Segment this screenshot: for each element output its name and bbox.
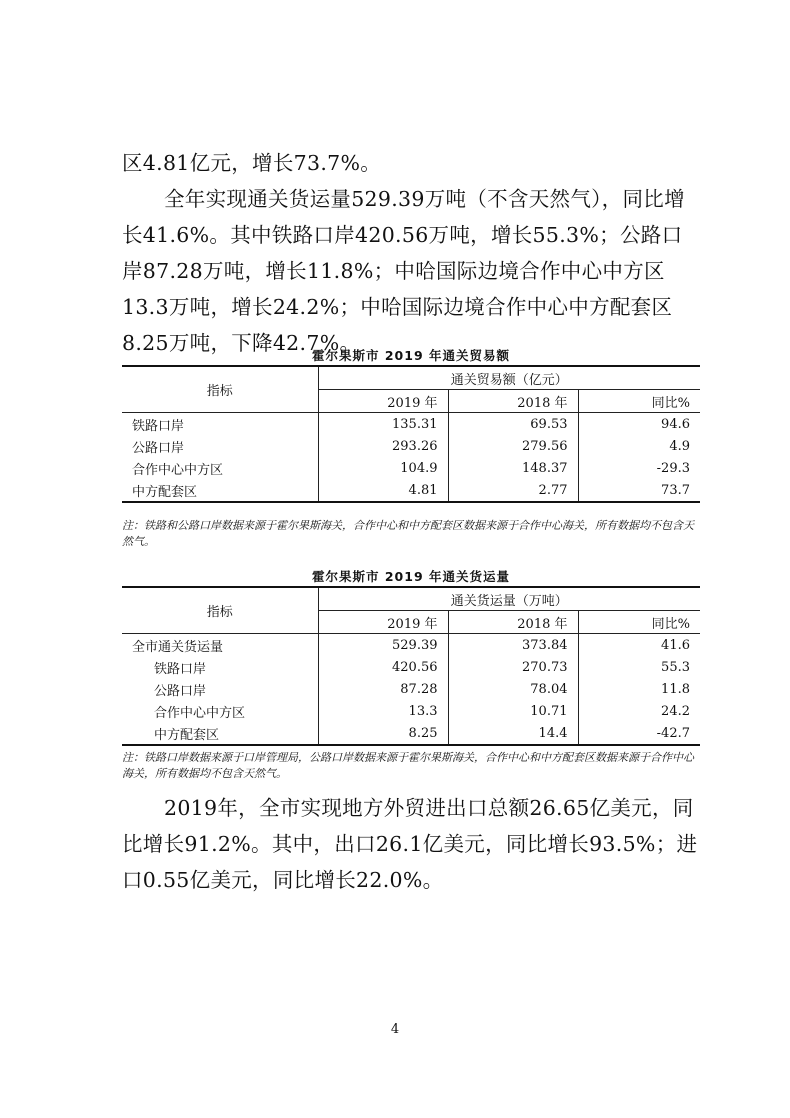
cell-2018: 270.73: [448, 656, 578, 678]
header-2018: 2018 年: [448, 390, 578, 413]
row-label: 中方配套区: [122, 479, 318, 502]
row-label: 铁路口岸: [154, 661, 207, 677]
cell-2019: 13.3: [318, 700, 448, 722]
header-group: 通关货运量（万吨）: [318, 587, 700, 611]
cell-2019: 529.39: [318, 634, 448, 657]
cell-2019: 4.81: [318, 479, 448, 502]
header-2018: 2018 年: [448, 611, 578, 634]
paragraph-freight-volume: 全年实现通关货运量529.39万吨（不含天然气），同比增长41.6%。其中铁路口岸420.56万吨，增长55.3%；公路口岸87.28万吨，增长11.8%；中哈国际边境合作中心中方区13.3万吨，增长24.2%；中哈国际边境合作中心中方配套区8.25万吨，下降42.7%。: [122, 187, 685, 355]
cell-2018: 373.84: [448, 634, 578, 657]
table-row: [122, 457, 700, 479]
row-label: 公路口岸: [154, 683, 207, 699]
cell-2019: 420.56: [318, 656, 448, 678]
table-note-trade-value: 注：铁路和公路口岸数据来源于霍尔果斯海关，合作中心和中方配套区数据来源于合作中心海关，所有数据均不包含天然气。: [122, 519, 694, 548]
cell-2018: 279.56: [448, 435, 578, 457]
table-row: [122, 722, 700, 745]
table-note-freight-volume: 注：铁路口岸数据来源于口岸管理局，公路口岸数据来源于霍尔果斯海关，合作中心和中方配套区数据来源于合作中心海关，所有数据均不包含天然气。: [122, 751, 694, 780]
cell-2018: 14.4: [448, 722, 578, 745]
cell-yoy: 41.6: [578, 634, 700, 657]
header-group: 通关贸易额（亿元）: [318, 366, 700, 390]
table-row: [122, 678, 700, 700]
cell-2019: 293.26: [318, 435, 448, 457]
paragraph-foreign-trade: 2019年，全市实现地方外贸进出口总额26.65亿美元，同比增长91.2%。其中，出口26.1亿美元，同比增长93.5%；进口0.55亿美元，同比增长22.0%。: [122, 796, 698, 892]
row-label: 全市通关货运量: [122, 634, 318, 657]
cell-2019: 87.28: [318, 678, 448, 700]
row-label: 铁路口岸: [122, 413, 318, 436]
freight-volume-table: [122, 586, 700, 746]
table-title-freight-volume: 霍尔果斯市 2019 年通关货运量: [312, 569, 510, 584]
row-label: 中方配套区: [122, 722, 318, 745]
paragraph-continuation: 区4.81亿元，增长73.7%。: [122, 151, 382, 175]
row-label: 公路口岸: [132, 440, 185, 456]
header-yoy: 同比%: [578, 390, 700, 413]
table-row: [122, 435, 700, 457]
cell-yoy: -42.7: [578, 722, 700, 745]
table-title-trade-value: 霍尔果斯市 2019 年通关贸易额: [312, 348, 510, 363]
cell-yoy: 11.8: [578, 678, 700, 700]
cell-yoy: 55.3: [578, 656, 700, 678]
cell-2019: 135.31: [318, 413, 448, 436]
cell-2018: 69.53: [448, 413, 578, 436]
cell-2018: 78.04: [448, 678, 578, 700]
cell-2018: 148.37: [448, 457, 578, 479]
page-number: 4: [390, 1022, 400, 1037]
header-2019: 2019 年: [318, 390, 448, 413]
row-label: 合作中心中方区: [154, 705, 246, 721]
cell-2019: 104.9: [318, 457, 448, 479]
cell-yoy: 94.6: [578, 413, 700, 436]
cell-2018: 10.71: [448, 700, 578, 722]
cell-yoy: 73.7: [578, 479, 700, 502]
header-yoy: 同比%: [578, 611, 700, 634]
table-row: [122, 656, 700, 678]
table-row: [122, 413, 700, 436]
cell-yoy: 4.9: [578, 435, 700, 457]
table-row: [122, 700, 700, 722]
cell-2019: 8.25: [318, 722, 448, 745]
header-indicator: 指标: [122, 587, 318, 634]
table-row: [122, 634, 700, 657]
cell-2018: 2.77: [448, 479, 578, 502]
cell-yoy: -29.3: [578, 457, 700, 479]
row-label: 合作中心中方区: [132, 462, 224, 478]
header-indicator: 指标: [122, 366, 318, 413]
trade-value-table: [122, 365, 700, 503]
cell-yoy: 24.2: [578, 700, 700, 722]
table-row: [122, 479, 700, 502]
header-2019: 2019 年: [318, 611, 448, 634]
